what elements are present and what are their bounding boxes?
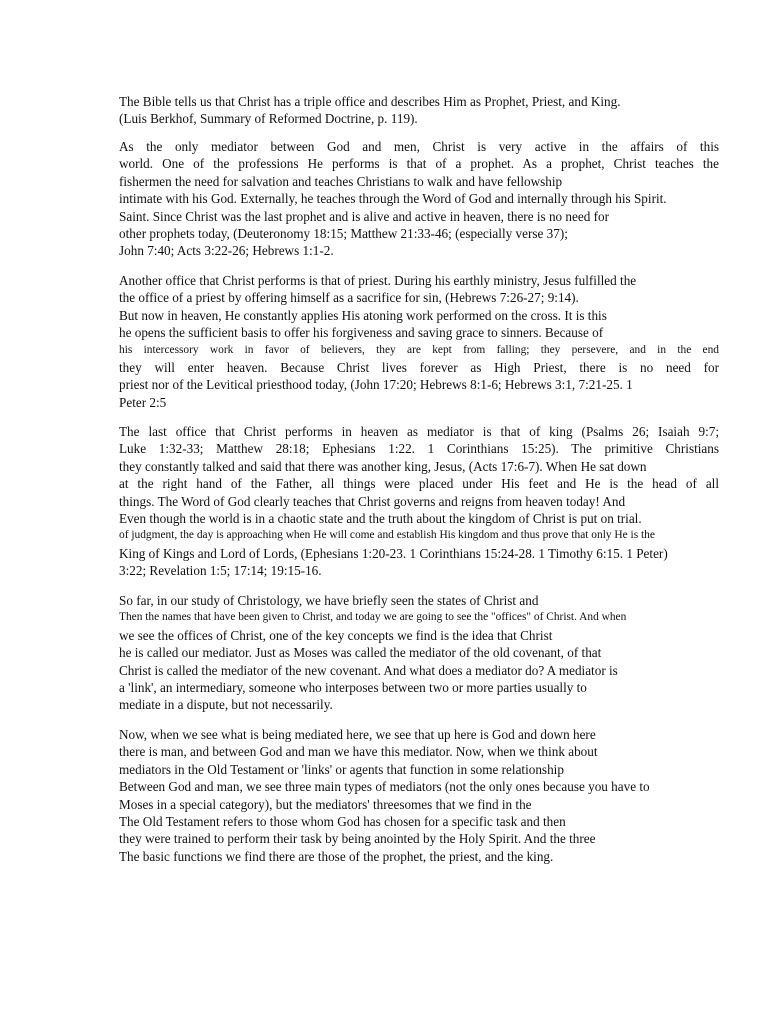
text-line: of judgment, the day is approaching when He will come and establish His kingdom and thus prove that only He is the [119,529,655,542]
text-line: we see the offices of Christ, one of the key concepts we find is the idea that Christ [119,627,553,643]
text-line: 3:22; Revelation 1:5; 17:14; 19:15-16. [119,563,322,579]
text-line: Now, when we see what is being mediated here, we see that up here is God and down here [119,727,596,742]
text-line: world. One of the professions He performs is that of a prophet. As a prophet, Christ teaches the [119,156,719,172]
text-line: John 7:40; Acts 3:22-26; Hebrews 1:1-2. [119,243,334,259]
paragraph-mediator [119,592,719,714]
text-line: things. The Word of God clearly teaches that Christ governs and reigns from heaven today! And [119,493,626,509]
text-line: mediators in the Old Testament or 'links' or agents that function in some relationship [119,761,564,777]
text-line: Saint. Since Christ was the last prophet and is alive and active in heaven, there is no need for [119,208,609,224]
text-line: The last office that Christ performs in heaven as mediator is that of king (Psalms 26; Isaiah 9:7; [119,424,719,439]
text-line: Even though the world is in a chaotic state and the truth about the kingdom of Christ is put on trial. [119,510,642,526]
text-line: Moses in a special category), but the mediators' threesomes that we find in the [119,796,532,812]
text-line: a 'link', an intermediary, someone who interposes between two or more parties usually to [119,679,587,695]
text-line: his intercessory work in favor of believers, they are kept from falling; they persevere, and in the end [119,343,719,356]
text-line: As the only mediator between God and men, Christ is very active in the affairs of this [119,139,719,154]
text-line: Then the names that have been given to Christ, and today we are going to see the "offices" of Christ. And when [119,611,627,624]
paragraph-prophet [119,138,719,260]
text-line: Peter 2:5 [119,394,167,410]
text-line: But now in heaven, He constantly applies His atoning work performed on the cross. It is this [119,307,607,323]
text-line: they constantly talked and said that there was another king, Jesus, (Acts 17:6-7). When He sat down [119,458,647,474]
paragraph-old-testament [119,726,719,865]
text-line: mediate in a dispute, but not necessarily. [119,697,333,713]
text-line: The Bible tells us that Christ has a triple office and describes Him as Prophet, Priest, and King. [119,94,621,109]
text-line: priest nor of the Levitical priesthood today, (John 17:20; Hebrews 8:1-6; Hebrews 3:1, 7:21-25. 1 [119,377,633,393]
text-line: fishermen the need for salvation and teaches Christians to walk and have fellowship [119,173,563,189]
text-line: Christ is called the mediator of the new covenant. And what does a mediator do? A mediator is [119,662,618,678]
text-line: So far, in our study of Christology, we have briefly seen the states of Christ and [119,593,539,608]
text-line: the office of a priest by offering himself as a sacrifice for sin, (Hebrews 7:26-27; 9:14). [119,290,579,306]
text-line: King of Kings and Lord of Lords, (Ephesians 1:20-23. 1 Corinthians 15:24-28. 1 Timothy 6:15. 1 Peter) [119,545,668,561]
paragraph-king [119,423,719,580]
text-line: at the right hand of the Father, all things were placed under His feet and He is the head of all [119,476,719,492]
text-line: The Old Testament refers to those whom God has chosen for a specific task and then [119,813,566,829]
text-line: there is man, and between God and man we have this mediator. Now, when we think about [119,744,598,760]
text-line: other prophets today, (Deuteronomy 18:15; Matthew 21:33-46; (especially verse 37); [119,225,568,241]
text-line: The basic functions we find there are those of the prophet, the priest, and the king. [119,848,554,864]
text-line: (Luis Berkhof, Summary of Reformed Doctrine, p. 119). [119,111,418,127]
text-line: they were trained to perform their task by being anointed by the Holy Spirit. And the three [119,831,596,847]
text-line: they will enter heaven. Because Christ lives forever as High Priest, there is no need for [119,359,719,375]
paragraph-triple-office [119,93,719,128]
text-line: Another office that Christ performs is that of priest. During his earthly ministry, Jesus fulfilled the [119,273,637,288]
text-line: Luke 1:32-33; Matthew 28:18; Ephesians 1:22. 1 Corinthians 15:25). The primitive Christians [119,441,719,457]
paragraph-priest [119,272,719,411]
text-line: he opens the sufficient basis to offer his forgiveness and saving grace to sinners. Because of [119,325,604,341]
text-line: Between God and man, we see three main types of mediators (not the only ones because you have to [119,779,650,795]
text-line: he is called our mediator. Just as Moses was called the mediator of the old covenant, of that [119,645,602,661]
text-line: intimate with his God. Externally, he teaches through the Word of God and internally through his Spirit. [119,191,667,207]
